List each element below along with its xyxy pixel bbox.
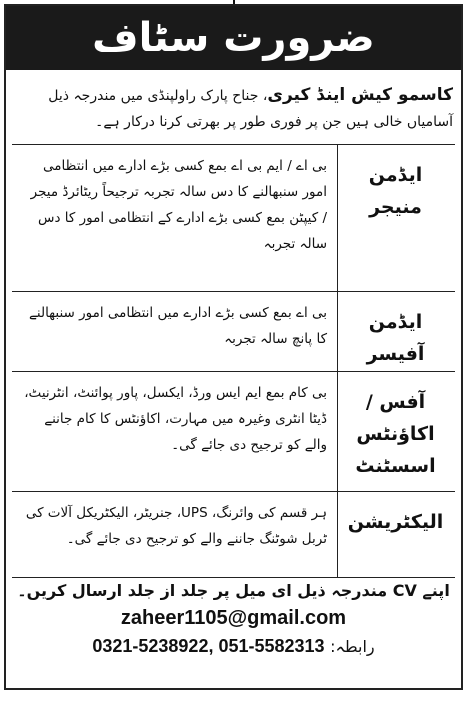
contact-email[interactable]: zaheer1105@gmail.com (120, 607, 347, 629)
job-row-electrician (12, 492, 455, 578)
company-name: کاسمو کیش اینڈ کیری (267, 85, 453, 105)
contact-line (6, 632, 461, 661)
job-row-office-accounts-assistant (12, 372, 455, 492)
job-description: ہر قسم کی وائرنگ، UPS، جنریٹر، الیکٹریکل آلات کی ٹربل شوٹنگ جاننے والے کو ترجیح دی جائے گی۔ (25, 505, 327, 547)
header-banner (6, 6, 461, 70)
job-description: بی کام بمع ایم ایس ورڈ، ایکسل، پاور پوائنٹ، انٹرنیٹ، ڈیٹا انٹری وغیرہ میں مہارت، اکاؤنٹس کا کام جاننے والے کو ترجیح دی جائے گی۔ (24, 385, 327, 453)
job-row-admin-manager (12, 145, 455, 292)
intro-rest: ، جناح پارک راولپنڈی میں مندرجہ ذیل آسامیاں خالی ہیں جن پر فوری طور پر بھرتی کرنا درکار ہے۔ (48, 88, 453, 130)
apply-instruction: اپنے CV مندرجہ ذیل ای میل پر جلد از جلد ارسال کریں۔ (17, 581, 450, 600)
job-advertisement (4, 4, 463, 690)
contact-label: رابطہ: (330, 637, 375, 656)
page-title: ضرورت سٹاف (92, 15, 375, 61)
job-title: آفس / اکاؤنٹس اسسٹنٹ (337, 372, 455, 491)
job-description: بی اے بمع کسی بڑے ادارے میں انتظامی امور سنبھالنے کا پانچ سالہ تجربہ (28, 305, 327, 347)
intro-text (14, 82, 453, 135)
job-title: الیکٹریشن (337, 492, 455, 577)
application-footer (6, 578, 461, 661)
job-title: ایڈمن آفیسر (337, 292, 455, 371)
jobs-table (12, 144, 455, 578)
job-row-admin-officer (12, 292, 455, 372)
contact-phones[interactable]: 0321-5238922, 051-5582313 (92, 636, 325, 656)
job-title: ایڈمن منیجر (337, 145, 455, 291)
job-description: بی اے / ایم بی اے بمع کسی بڑے ادارے میں انتظامی امور سنبھالنے کا دس سالہ تجربہ ترجیحاً ریٹائرڈ میجر / کیپٹن بمع کسی بڑے ادارے کے انتظامی امور کا دس سالہ تجربہ (30, 158, 327, 252)
